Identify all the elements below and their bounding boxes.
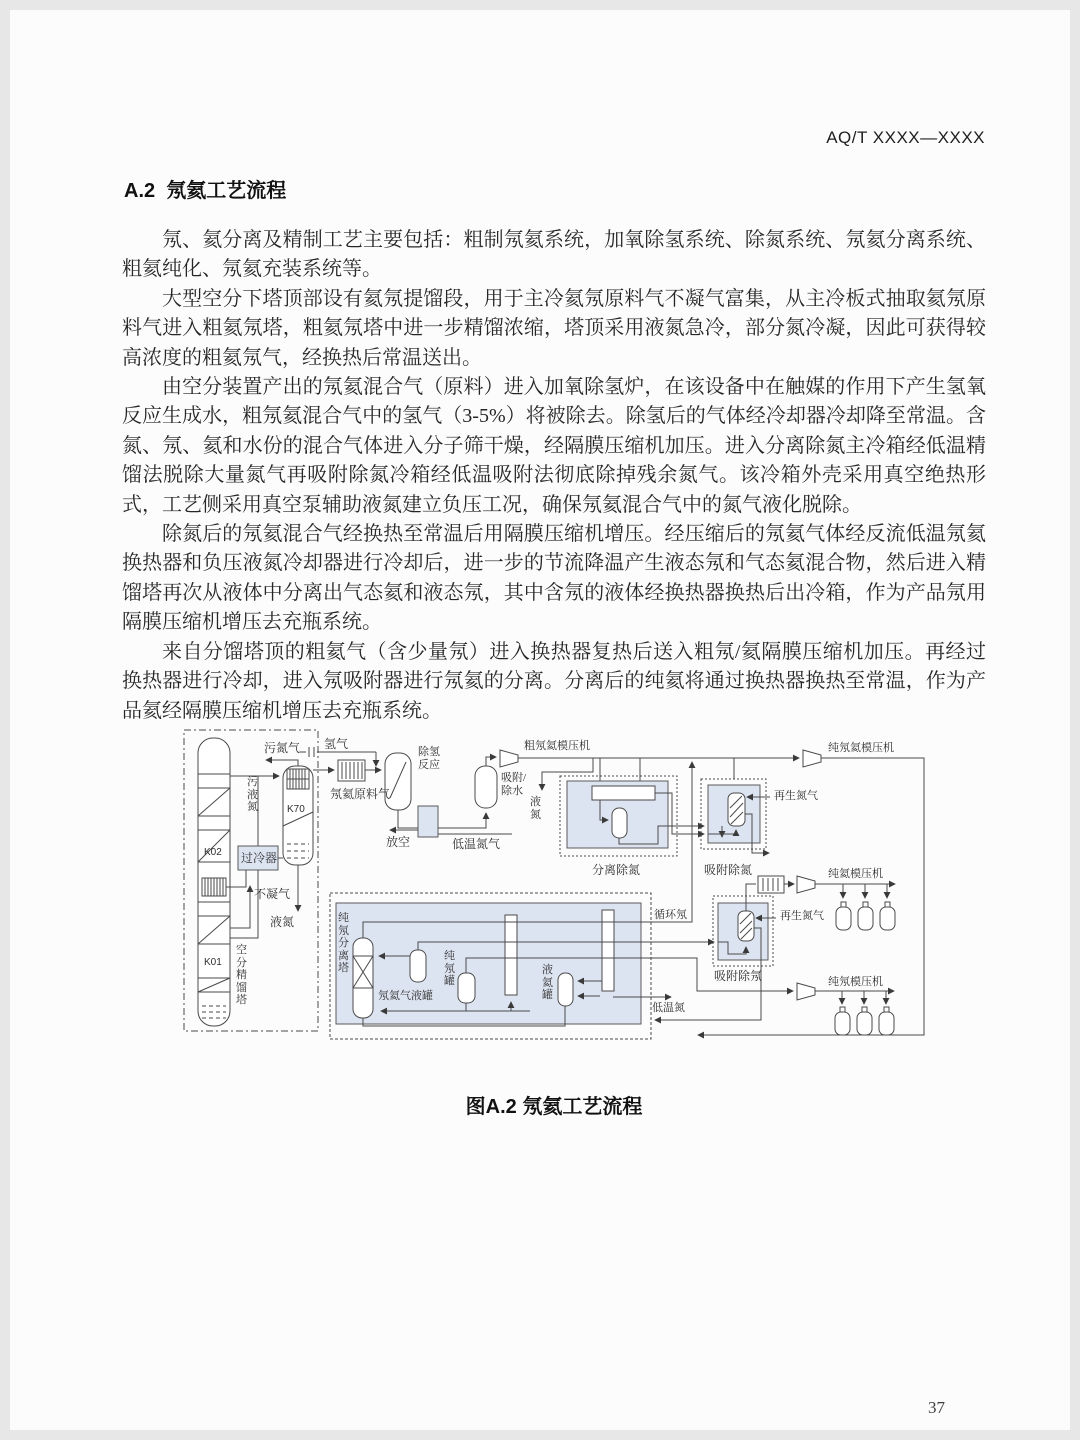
liquid-he-tank-label: 液氦罐 [542,964,553,1001]
separation-den2-box-group [560,776,704,856]
adsorb-dewater-label: 吸附/除水 [501,772,527,797]
adsorption-dene-box-group [655,876,895,1035]
vent-label: 放空 [386,835,411,849]
process-flow-diagram [180,716,972,1066]
regen-n2-bottom-label: 再生氮气 [780,910,824,922]
body-text [122,226,986,726]
crude-nehe-compressor-label: 粗氖氦模压机 [524,740,590,752]
ne-separation-column-label: 纯氖分离塔 [338,912,349,974]
asu-column-label: 空分精馏塔 [236,944,247,1006]
pure-ne-tank-label: 纯氖罐 [444,950,455,987]
pure-ne-compressor-label: 纯氖模压机 [828,976,883,988]
non-condensable-label: 不凝气 [254,887,291,901]
deh2-reactor-label: 除氢反应 [418,746,440,771]
k70-column-label: K70 [287,804,305,815]
paragraph: 氖、氦分离及精制工艺主要包括：粗制氖氦系统，加氧除氢系统、除氮系统、氖氦分离系统、粗氦纯化、氖氦充装系统等。 [122,229,986,281]
feed-gas-label: 氖氦原料气 [330,787,391,801]
liquid-n2-left-label: 液氮 [270,915,295,929]
pure-nehe-compressor-label: 纯氖氦模压机 [828,742,894,754]
k02-column-label: K02 [204,847,222,858]
nehe-gas-liquid-tank-label: 氖氦气液罐 [378,990,433,1002]
cold-n2-gas-label: 低温氮气 [452,837,501,851]
paragraph: 来自分馏塔顶的粗氦气（含少量氖）进入换热器复热后送入粗氖/氦隔膜压缩机加压。再经过换热器进行冷却，进入氖吸附器进行氖氦的分离。分离后的纯氦将通过换热器换热至常温，作为产品氦经隔膜压缩机增压去充瓶系统。 [122,640,986,722]
paragraph: 除氮后的氖氦混合气经换热至常温后用隔膜压缩机增压。经压缩后的氖氦气体经反流低温氖氦换热器和负压液氮冷却器进行冷却后，进一步的节流降温产生液态氖和气态氦混合物，然后进入精馏塔再次从液体中分离出气态氦和液态氖，其中含氖的液体经换热器换热后出冷箱，作为产品氖用隔膜压缩机增压去充瓶系统。 [122,523,986,634]
pure-he-compressor-label: 纯氦模压机 [828,868,883,880]
adsorption-den2-label: 吸附除氮 [704,863,753,877]
adsorption-den2-box-group [701,779,770,853]
paragraph: 由空分装置产出的氖氦混合气（原料）进入加氧除氢炉，在该设备中在触媒的作用下产生氢氧反应生成水，粗氖氦混合气中的氢气（3-5%）将被除去。除氢后的气体经冷却器冷却降至常温。含氮、氖、氦和水份的混合气体进入分子筛干燥，经隔膜压缩机加压。进入分离除氮主冷箱经低温精馏法脱除大量氮气再吸附除氮冷箱经低温吸附法彻底除掉残余氮气。该冷箱外壳采用真空绝热形式，工艺侧采用真空泵辅助液氮建立负压工况，确保氖氦混合气中的氮气液化脱除。 [122,376,986,516]
flow-diagram-linework [180,716,972,1066]
dirty-liquid-n2-label: 污液氮 [247,776,258,813]
document-number: AQ/T XXXX—XXXX [826,128,985,147]
regen-n2-top-label: 再生氮气 [774,790,818,802]
cold-n2-label: 低温氮 [652,1002,685,1014]
page-number: 37 [928,1398,945,1417]
adsorption-dene-label: 吸附除氖 [714,969,763,983]
section-heading: A.2 氖氦工艺流程 [124,180,287,202]
figure-caption: 图A.2 氖氦工艺流程 [465,1096,643,1118]
recycle-ne-label: 循环氖 [654,909,687,921]
dirty-n2-gas-label: 污氮气 [264,741,301,755]
subcooler-label: 过冷器 [241,851,278,865]
h2-label: 氢气 [324,737,349,751]
liquid-n2-mid-label: 液氮 [530,796,541,821]
k01-column-label: K01 [204,957,222,968]
paragraph: 大型空分下塔顶部设有氦氖提馏段，用于主冷氦氖原料气不凝气富集，从主冷板式抽取氦氖原料气进入粗氦氖塔，粗氦氖塔中进一步精馏浓缩，塔顶采用液氮急冷，部分氮冷凝，因此可获得较高浓度的粗氦氖气，经换热后常温送出。 [122,287,986,369]
separation-den2-label: 分离除氮 [592,863,641,877]
